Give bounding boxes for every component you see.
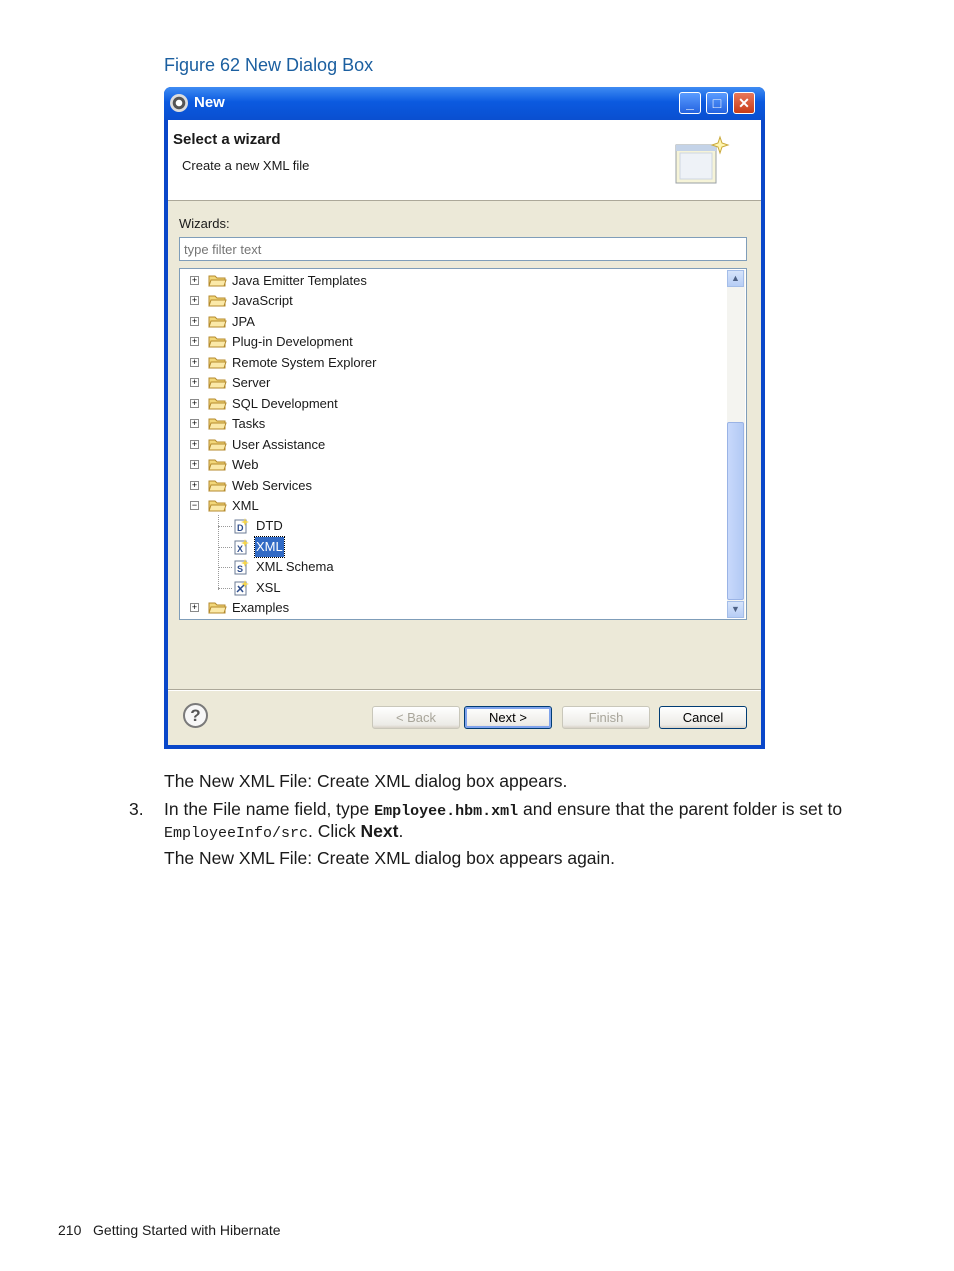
window-title: New: [194, 94, 225, 111]
tree-scrollbar[interactable]: [727, 270, 745, 618]
expand-toggle-icon[interactable]: +: [191, 356, 198, 367]
tree-item[interactable]: [180, 271, 720, 291]
code-folder: EmployeeInfo/src: [164, 825, 309, 842]
footer-title: Getting Started with Hibernate: [93, 1222, 281, 1238]
new-dialog: [164, 87, 765, 749]
tree-child-item[interactable]: [180, 578, 720, 598]
step-number: 3.: [129, 799, 144, 819]
folder-icon: [208, 499, 227, 512]
tree-item[interactable]: [180, 312, 720, 332]
folder-icon: [208, 417, 227, 430]
tree-item-label: XML Schema: [256, 559, 334, 575]
scroll-up-button[interactable]: ▲: [727, 270, 744, 287]
folder-icon: [208, 397, 227, 410]
tree-item-label: JPA: [232, 313, 255, 329]
tree-child-item[interactable]: [180, 557, 720, 577]
svg-text:S: S: [237, 564, 244, 575]
page-number: 210: [58, 1222, 82, 1238]
tree-item[interactable]: [180, 455, 720, 475]
tree-item-label: Plug-in Development: [232, 334, 353, 350]
close-icon: ✕: [738, 95, 750, 111]
tree-child-item[interactable]: [180, 516, 720, 536]
tree-item[interactable]: [180, 476, 720, 496]
new-wizard-icon: [674, 135, 730, 189]
step-3-line2: [164, 821, 403, 842]
tree-item-label: Java Emitter Templates: [232, 273, 367, 288]
help-icon[interactable]: ?: [183, 703, 208, 728]
dialog-client: [168, 120, 761, 745]
folder-icon: [208, 335, 227, 348]
folder-icon: [208, 438, 227, 451]
tree-item-label: Examples: [232, 600, 290, 616]
tree-item-label: Web: [232, 457, 259, 473]
expand-toggle-icon[interactable]: +: [191, 459, 198, 470]
expand-toggle-icon[interactable]: +: [191, 438, 198, 449]
minimize-button[interactable]: [679, 92, 701, 114]
xsl-file-icon: [234, 580, 249, 596]
expand-toggle-icon[interactable]: +: [191, 418, 198, 429]
expand-toggle-icon[interactable]: +: [191, 275, 198, 285]
tree-item-label: Tasks: [232, 416, 266, 432]
page-footer: [58, 1222, 281, 1238]
tree-item-label: Remote System Explorer: [232, 354, 377, 370]
expand-toggle-icon[interactable]: +: [191, 315, 198, 326]
folder-icon: [208, 274, 227, 287]
figure-caption: Figure 62 New Dialog Box: [164, 55, 374, 75]
step-3-line1: [164, 799, 842, 820]
tree-item[interactable]: [180, 496, 720, 516]
expand-toggle-icon[interactable]: +: [191, 397, 198, 408]
dtd-file-icon: [234, 518, 249, 534]
close-button[interactable]: [733, 92, 755, 114]
wizard-tree[interactable]: [179, 268, 747, 620]
step-text: .: [398, 821, 404, 841]
tree-item-label: SQL Development: [232, 395, 338, 411]
filter-input[interactable]: [179, 237, 747, 261]
tree-item-label: Web Services: [232, 477, 312, 493]
wizard-banner: [168, 120, 761, 201]
banner-description: Create a new XML file: [182, 158, 310, 173]
expand-toggle-icon[interactable]: +: [191, 295, 198, 306]
expand-toggle-icon[interactable]: −: [191, 499, 198, 510]
svg-text:X: X: [237, 543, 244, 554]
tree-item[interactable]: [180, 394, 720, 414]
tree-item-label: Server: [232, 375, 271, 391]
tree-item[interactable]: [180, 598, 720, 618]
tree-item-label: XML: [255, 537, 284, 557]
svg-text:D: D: [237, 523, 244, 534]
wizards-label: Wizards:: [179, 216, 230, 231]
folder-icon: [208, 294, 227, 307]
paragraph-dialog-appears: The New XML File: Create XML dialog box appears.: [164, 771, 568, 791]
xml-schema-file-icon: [234, 559, 249, 575]
folder-icon: [208, 458, 227, 471]
expand-toggle-icon[interactable]: +: [191, 377, 198, 388]
folder-icon: [208, 601, 227, 614]
step-text: . Click: [308, 821, 361, 841]
scroll-down-button[interactable]: ▼: [727, 601, 744, 618]
code-filename: Employee.hbm.xml: [374, 803, 519, 820]
tree-item-label: User Assistance: [232, 436, 326, 452]
next-button[interactable]: Next >: [464, 706, 552, 729]
maximize-icon: □: [712, 95, 722, 111]
title-bar[interactable]: [164, 87, 765, 120]
cancel-button[interactable]: Cancel: [659, 706, 747, 729]
tree-item-label: DTD: [256, 518, 283, 534]
expand-toggle-icon[interactable]: +: [191, 479, 198, 490]
banner-heading: Select a wizard: [173, 131, 281, 148]
tree-item[interactable]: [180, 414, 720, 434]
tree-item[interactable]: [180, 435, 720, 455]
tree-item-label: JavaScript: [232, 293, 293, 309]
minimize-icon: _: [686, 95, 694, 111]
xml-file-icon: [234, 539, 249, 555]
tree-item-label: XSL: [256, 579, 281, 595]
button-bar-separator: [168, 689, 761, 691]
maximize-button[interactable]: [706, 92, 728, 114]
folder-icon: [208, 315, 227, 328]
tree-item[interactable]: [180, 291, 720, 311]
scroll-thumb[interactable]: [727, 422, 744, 600]
tree-item[interactable]: [180, 373, 720, 393]
tree-item[interactable]: [180, 353, 720, 373]
tree-item[interactable]: [180, 332, 720, 352]
back-button[interactable]: < Back: [372, 706, 460, 729]
step-text: In the File name field, type: [164, 799, 375, 819]
expand-toggle-icon[interactable]: +: [191, 602, 198, 613]
step-text: and ensure that the parent folder is set to: [518, 799, 843, 819]
eclipse-icon: [170, 94, 188, 112]
paragraph-dialog-appears-again: The New XML File: Create XML dialog box appears again.: [164, 848, 616, 868]
tree-item-label: XML: [232, 497, 259, 513]
folder-icon: [208, 356, 227, 369]
folder-icon: [208, 376, 227, 389]
folder-icon: [208, 479, 227, 492]
step-bold-next: Next: [360, 821, 399, 841]
finish-button[interactable]: Finish: [562, 706, 650, 729]
tree-child-item[interactable]: [180, 537, 720, 557]
expand-toggle-icon[interactable]: +: [191, 336, 198, 347]
